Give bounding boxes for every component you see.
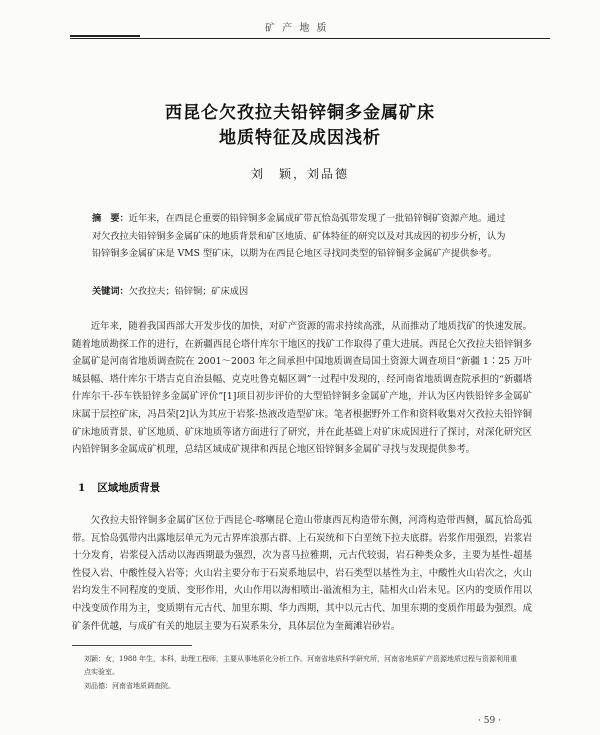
- abstract-block: [92, 210, 512, 263]
- abstract-text: 近年来，在西昆仑重要的铅锌铜多金属成矿带瓦恰岛弧带发现了一批铅锌铜矿资源产地。通过对欠孜拉夫铅锌铜多金属矿床的地质背景和矿区地质、矿体特征的研究以及对其成因的初步分析，认为铅锌铜多金属矿床是 VMS 型矿床，以期为在西昆仑地区寻找同类型的铅锌铜多金属矿产提供参考。: [92, 213, 506, 259]
- keywords-text: 欠孜拉夫；铅锌铜；矿床成因: [128, 286, 249, 297]
- header-rule: [70, 38, 550, 39]
- introduction: [72, 318, 532, 459]
- footnote-second-author: 刘品德：河南省地质调查院。: [84, 682, 175, 690]
- section-body: [72, 512, 532, 635]
- section-paragraph: 欠孜拉夫铅锌铜多金属矿区位于西昆仑-喀喇昆仑造山带康西瓦构造带东侧，河湾构造带西侧，属瓦恰岛弧带。瓦恰岛弧带内出露地层单元为元古界库浪那古群、上石炭统和下白垩统下拉夫底群。岩浆作用强烈，岩浆岩十分发育，岩浆侵入活动以海西期最为强烈，次为喜马拉雅期，元古代较弱，岩石种类众多，主要为基性-超基性侵入岩、中酸性侵入岩等；火山岩主要分布于石炭系地层中，岩石类型以基性为主，中酸性火山岩次之，火山岩均发生不同程度的变质、变形作用，火山作用以海相喷出-溢流相为主，陆相火山岩未见。区内的变质作用以中浅变质作用为主，变质期有元古代、加里东期、华力西期，其中以元古代、加里东期的变质作用最为强烈。成矿条件优越，与成矿有关的地层主要为石炭系朱分，具体层位为奎蔺滩岩砂岩。: [72, 515, 532, 632]
- footnote-rule: [72, 645, 192, 646]
- page-number: · 59 ·: [478, 716, 501, 726]
- article-authors: 刘 颖，刘品德: [250, 167, 349, 181]
- footnote-author-bio: 刘颖：女，1988 年生，本科，助理工程师，主要从事地质化分析工作。河南省地质科学研究所，河南省地质矿产资源地质过程与资源利用重点实验室。: [84, 655, 518, 676]
- abstract-label: 摘 要：: [92, 213, 129, 224]
- intro-paragraph: 近年来，随着我国西部大开发步伐的加快，对矿产资源的需求持续高涨，从而推动了地质找矿的快速发展。随着地质勘探工作的进行，在新疆西昆仑塔什库尔干地区的找矿工作取得了重大进展。西昆仑欠孜拉夫铅锌铜多金属矿是河南省地质调查院在 2001～2003 年之间承担中国地质调查局国土资源大调查项目“新疆 1∶25 万叶城县幅、塔什库尔干塔吉克自治县幅、克克吐鲁克幅区调”一过程中发现的，经河南省地质调查院承担的“新疆塔什库尔干-莎车铁铅锌多金属矿评价”[1]项目初步评价的大型铅锌铜多金属矿产地，并认为区内铁铅锌多金属矿床属于层控矿床，冯昌荣[2]认为其应于岩浆-热液改造型矿床。笔者根据野外工作和资料收集对欠孜拉夫铅锌铜矿床地质背景、矿区地质、矿床地质等诸方面进行了研究，并在此基础上对矿床成因进行了探讨，对深化研究区内铅锌铜多金属成矿机理，总结区域成矿规律和西昆仑地区铅锌铜多金属矿寻找与发现提供参考。: [72, 321, 532, 456]
- keywords-block: [92, 283, 512, 297]
- section-heading: [78, 480, 160, 495]
- article-title-line2: 地质特征及成因浅析: [219, 128, 381, 148]
- running-header: 矿 产 地 质: [265, 23, 329, 34]
- keywords-label: 关键词：: [92, 286, 129, 297]
- section-title: 区域地质背景: [97, 482, 161, 494]
- article-title-line1: 西昆仑欠孜拉夫铅锌铜多金属矿床: [165, 103, 435, 123]
- section-number: 1: [78, 482, 86, 494]
- header-rule-accent: [70, 35, 140, 37]
